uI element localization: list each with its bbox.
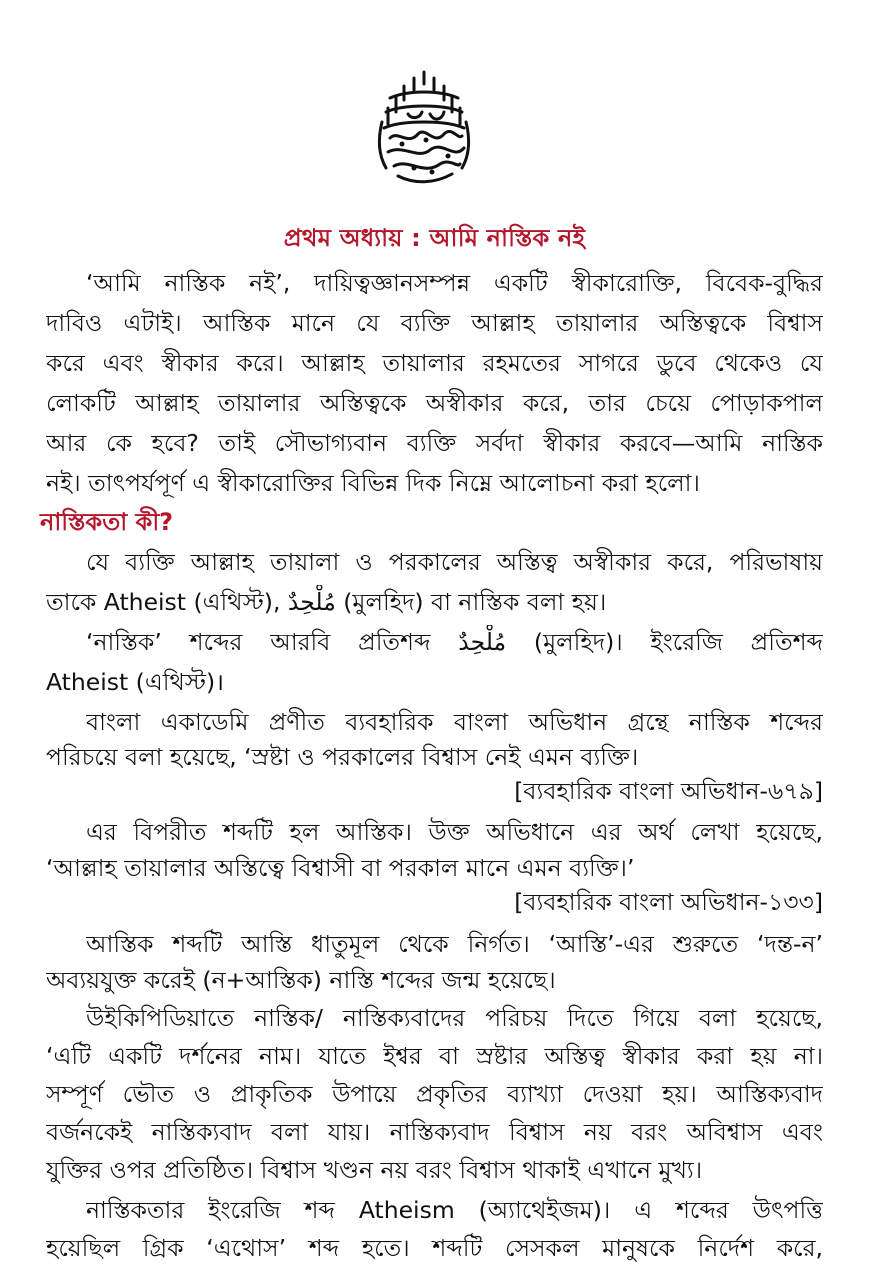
- paragraph-line: দাবিও এটাই। আস্তিক মানে যে ব্যক্তি আল্লাহ তায়ালার অস্তিত্বকে বিশ্বাস: [46, 309, 823, 337]
- paragraph-line: আর কে হবে? তাই সৌভাগ্যবান ব্যক্তি সর্বদা স্বীকার করবে—আমি নাস্তিক: [46, 429, 823, 457]
- paragraph-line: সম্পূর্ণ ভৌত ও প্রাকৃতিক উপায়ে প্রকৃতির ব্যাখ্যা দেওয়া হয়। আস্তিক্যবাদ: [46, 1080, 823, 1108]
- citation: [ব্যবহারিক বাংলা অভিধান-১৩৩]: [514, 888, 823, 916]
- citation: [ব্যবহারিক বাংলা অভিধান-৬৭৯]: [514, 777, 823, 805]
- paragraph-line: যে ব্যক্তি আল্লাহ তায়ালা ও পরকালের অস্তিত্ব অস্বীকার করে, পরিভাষায়: [86, 548, 823, 576]
- paragraph-line: নাস্তিকতার ইংরেজি শব্দ Atheism (অ্যাথেইজম)। এ শব্দের উৎপত্তি: [86, 1196, 823, 1224]
- paragraph-line: নই। তাৎপর্যপূর্ণ এ স্বীকারোক্তির বিভিন্ন দিক নিম্নে আলোচনা করা হলো।: [46, 469, 700, 497]
- paragraph-line: ‘নাস্তিক’ শব্দের আরবি প্রতিশব্দ مُلْحِدٌ (মুলহিদ)। ইংরেজি প্রতিশব্দ: [86, 628, 823, 656]
- paragraph-line: উইকিপিডিয়াতে নাস্তিক/ নাস্তিক্যবাদের পরিচয় দিতে গিয়ে বলা হয়েছে,: [86, 1004, 823, 1032]
- paragraph-line: বর্জনকেই নাস্তিক্যবাদ বলা যায়। নাস্তিক্যবাদ বিশ্বাস নয় বরং অবিশ্বাস এবং: [46, 1118, 823, 1146]
- paragraph-line: তাকে Atheist (এথিস্ট), مُلْحِدٌ (মুলহিদ) বা নাস্তিক বলা হয়।: [46, 588, 607, 616]
- paragraph-line: করে এবং স্বীকার করে। আল্লাহ তায়ালার রহমতের সাগরে ডুবে থেকেও যে: [46, 349, 823, 377]
- paragraph-line: ‘এটি একটি দর্শনের নাম। যাতে ইশ্বর বা স্রষ্টার অস্তিত্ব স্বীকার করা হয় না।: [46, 1042, 823, 1070]
- paragraph-line: এর বিপরীত শব্দটি হল আস্তিক। উক্ত অভিধানে এর অর্থ লেখা হয়েছে,: [86, 818, 823, 846]
- paragraph-line: হয়েছিল গ্রিক ‘এথোস’ শব্দ হতে। শব্দটি সেসকল মানুষকে নির্দেশ করে,: [46, 1234, 823, 1262]
- paragraph-line: যুক্তির ওপর প্রতিষ্ঠিত। বিশ্বাস খণ্ডন নয় বরং বিশ্বাস থাকাই এখানে মুখ্য।: [46, 1156, 703, 1184]
- paragraph-line: ‘আমি নাস্তিক নই’, দায়িত্বজ্ঞানসম্পন্ন একটি স্বীকারোক্তি, বিবেক-বুদ্ধির: [86, 269, 823, 297]
- section-heading: নাস্তিকতা কী?: [40, 508, 174, 536]
- bismillah-calligraphy-emblem-icon: [368, 68, 480, 188]
- paragraph-line: লোকটি আল্লাহ তায়ালার অস্তিত্বকে অস্বীকার করে, তার চেয়ে পোড়াকপাল: [46, 389, 823, 417]
- paragraph-line: ‘আল্লাহ তায়ালার অস্তিত্বে বিশ্বাসী বা পরকাল মানে এমন ব্যক্তি।’: [46, 854, 635, 882]
- paragraph-line: পরিচয়ে বলা হয়েছে, ‘স্রষ্টা ও পরকালের বিশ্বাস নেই এমন ব্যক্তি।: [46, 743, 639, 771]
- paragraph-line: আস্তিক শব্দটি আস্তি ধাতুমূল থেকে নির্গত। ‘আস্তি’-এর শুরুতে ‘দন্ত-ন’: [86, 930, 823, 958]
- paragraph-line: বাংলা একাডেমি প্রণীত ব্যবহারিক বাংলা অভিধান গ্রন্থে নাস্তিক শব্দের: [86, 708, 823, 736]
- paragraph-line: Atheist (এথিস্ট)।: [46, 668, 225, 696]
- chapter-title: প্রথম অধ্যায় : আমি নাস্তিক নই: [283, 224, 586, 252]
- paragraph-line: অব্যয়যুক্ত করেই (ন+আস্তিক) নাস্তি শব্দের জন্ম হয়েছে।: [46, 966, 556, 994]
